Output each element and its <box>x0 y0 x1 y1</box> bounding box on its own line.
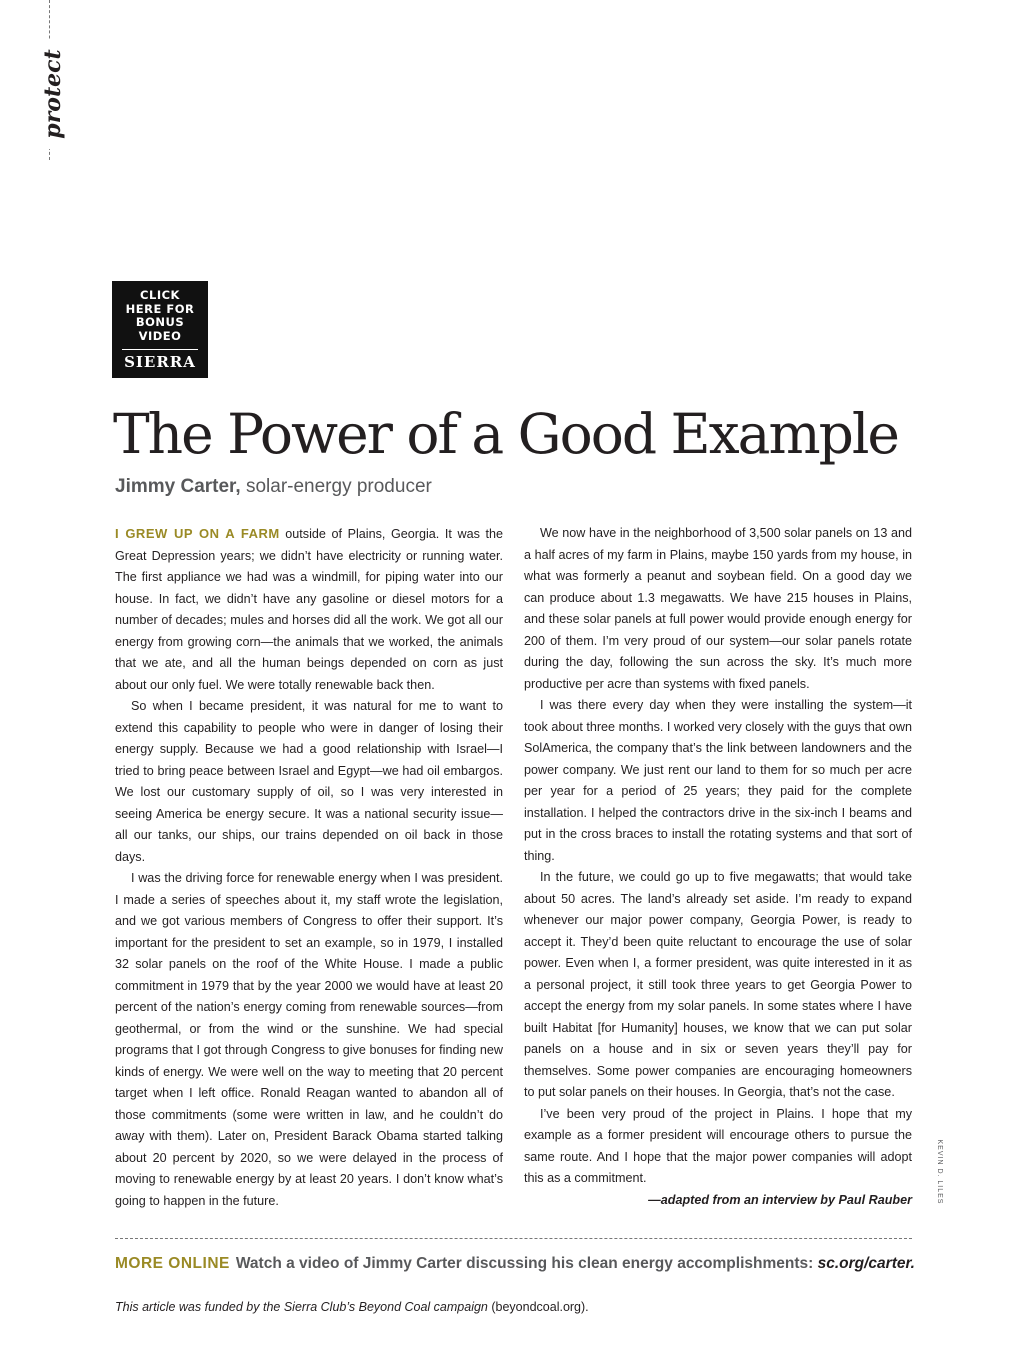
photo-credit-text: KEVIN D. LILES <box>936 1139 943 1205</box>
byline <box>115 476 432 498</box>
paragraph <box>115 523 503 696</box>
funding-note <box>115 1300 589 1314</box>
bonus-video-button[interactable] <box>112 281 208 378</box>
bonus-video-line: BONUS <box>135 315 185 329</box>
funding-note-italic: This article was funded by the Sierra Club’s Beyond Coal campaign <box>115 1300 488 1314</box>
bonus-video-line: VIDEO <box>138 328 182 343</box>
attribution: —adapted from an interview by Paul Rauber <box>648 1192 912 1207</box>
bonus-video-rule <box>122 349 198 350</box>
paragraph: I’ve been very proud of the project in Plains. I hope that my example as a former president will encourage others to pursue the same route. And I hope that the major power companies will adopt this as a commitment. <box>524 1106 912 1185</box>
lead-in: I GREW UP ON A FARM <box>115 526 280 541</box>
photo-credit <box>934 1130 944 1220</box>
paragraph: In the future, we could go up to five megawatts; that would take about 50 acres. The land’s already set aside. I’m ready to expand whenever our major power company, Georgia Power, is ready to accept it. They’d been quite reluctant to encourage the use of solar power. Even when I, a former president, was quite interested in it as a personal project, it still took three years to get Georgia Power to accept the energy from my solar panels. In some states where I have built Habitat [for Humanity] houses, we know that we can put solar panels on a house and in six or seven years they’ll pay for themselves. Some power companies are encouraging homeowners to put solar panels on their houses. In Georgia, that’s not the case. <box>524 870 912 1099</box>
footer-divider <box>115 1238 912 1239</box>
bonus-video-text <box>112 281 208 343</box>
more-online-text: Watch a video of Jimmy Carter discussing his clean energy accomplishments: <box>235 1255 818 1272</box>
paragraph: I was the driving force for renewable energy when I was president. I made a series of speeches about it, my staff wrote the legislation, and we got various members of Congress to offer their support. It’s important for the president to set an example, so in 1979, I installed 32 solar panels on the roof of the White House. I made a public commitment in 1979 that by the year 2000 we would have at least 20 percent of the nation’s energy coming from renewable sources—from geothermal, or from the wind or the sunshine. We had special programs that I got through Congress to give bonuses for finding new kinds of energy. We were well on the way to meeting that 20 percent target when I left office. Ronald Reagan wanted to abandon all of those commitments (some were written in law, and he couldn’t do away with them). Later on, President Barack Obama started talking about 20 percent by 2020, so we were delayed in the process of moving to renewable energy by at least 20 years. I don’t know what’s going to happen in the future. <box>115 871 503 1208</box>
bonus-video-line: CLICK <box>140 288 180 302</box>
more-online <box>115 1255 915 1273</box>
paragraph-text: outside of Plains, Georgia. It was the Great Depression years; we didn’t have electricity or running water. The first appliance we had was a windmill, for piping water into our house. In fact, we didn’t have any gasoline or diesel motors for a number of decades; mules and horses did all the work. We got all our energy from growing corn—the animals that we worked, the animals that we ate, and all the human beings depended on corn as just about our only fuel. We were totally renewable back then. <box>115 527 503 692</box>
sierra-logo: SIERRA <box>124 353 196 371</box>
more-online-link[interactable]: sc.org/carter. <box>817 1255 915 1272</box>
bonus-video-line: HERE FOR <box>125 301 195 316</box>
paragraph: We now have in the neighborhood of 3,500 solar panels on 13 and a half acres of my farm in Plains, maybe 150 yards from my house, in what was formerly a peanut and soybean field. On a good day we can produce about 1.3 megawatts. We have 215 houses in Plains, and these solar panels at full power would provide enough energy for 200 of them. I’m very proud of our system—our solar panels rotate during the day, following the sun across the sky. It’s much more productive per acre than systems with fixed panels. <box>524 526 912 691</box>
more-online-label: MORE ONLINE <box>115 1255 230 1272</box>
section-tag <box>20 40 80 150</box>
article-column-left <box>115 523 503 1212</box>
article-title: The Power of a Good Example <box>113 402 898 466</box>
author-name: Jimmy Carter, <box>115 476 241 497</box>
paragraph: I was there every day when they were installing the system—it took about three months. I worked very closely with the guys that own SolAmerica, the company that’s the link between landowners and the power company. We just rent our land to them for so much per acre per year for a period of 25 years; they paid for the complete installation. I helped the contractors drive in the six-inch I beams and put in the cross braces to install the rotating systems and that sort of thing. <box>524 698 912 863</box>
article-column-right <box>524 523 912 1211</box>
paragraph: So when I became president, it was natural for me to want to extend this capability to people who were in danger of losing their energy supply. Because we had a good relationship with Israel—I tried to bring peace between Israel and Egypt—we had oil embargos. We lost our customary supply of oil, so I was very interested in seeing America be energy secure. It was a national security issue—all our tanks, our ships, our trains depended on oil back in those days. <box>115 699 503 864</box>
funding-note-plain: (beyondcoal.org). <box>487 1300 589 1314</box>
section-tag-label: protect <box>39 39 67 149</box>
author-role: solar-energy producer <box>240 476 432 497</box>
